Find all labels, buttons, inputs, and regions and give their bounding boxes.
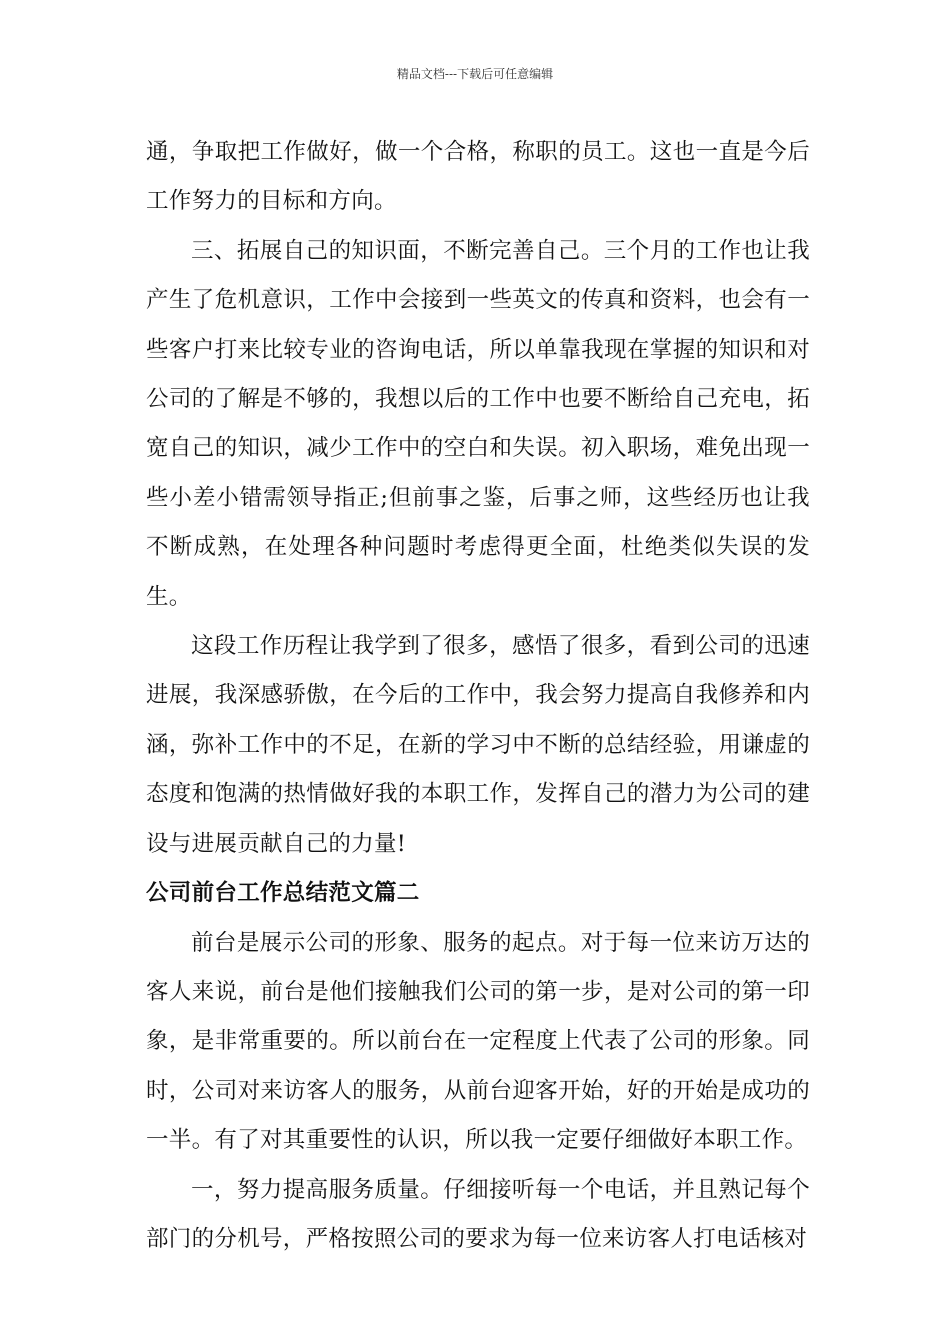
paragraph-work-experience: 这段工作历程让我学到了很多，感悟了很多，看到公司的迅速进展，我深感骄傲，在今后的工作中，我会努力提高自我修养和内涵，弥补工作中的不足，在新的学习中不断的总结经验，用谦虚的态度和饱满的热情做好我的本职工作，发挥自己的潜力为公司的建设与进展贡献自己的力量!: [146, 633, 810, 857]
paragraph-service-quality: 一，努力提高服务质量。仔细接听每一个电话，并且熟记每个部门的分机号，严格按照公司的要求为每一位来访客人打电话核对: [146, 1176, 810, 1252]
paragraph-continuation: 通，争取把工作做好，做一个合格，称职的员工。这也一直是今后工作努力的目标和方向。: [146, 139, 810, 215]
section-title: 公司前台工作总结范文篇二: [146, 880, 420, 907]
document-body: [146, 128, 810, 1264]
paragraph-front-desk-intro: 前台是展示公司的形象、服务的起点。对于每一位来访万达的客人来说，前台是他们接触我们公司的第一步，是对公司的第一印象，是非常重要的。所以前台在一定程度上代表了公司的形象。同时，公司对来访客人的服务，从前台迎客开始，好的开始是成功的一半。有了对其重要性的认识，所以我一定要仔细做好本职工作。: [146, 929, 810, 1154]
paragraph-expand-knowledge: 三、拓展自己的知识面，不断完善自己。三个月的工作也让我产生了危机意识，工作中会接到一些英文的传真和资料，也会有一些客户打来比较专业的咨询电话，所以单靠我现在掌握的知识和对公司的了解是不够的，我想以后的工作中也要不断给自己充电，拓宽自己的知识，减少工作中的空白和失误。初入职场，难免出现一些小差小错需领导指正;但前事之鉴，后事之师，这些经历也让我不断成熟，在处理各种问题时考虑得更全面，杜绝类似失误的发生。: [146, 237, 810, 610]
page-header: 精品文档---下载后可任意编辑: [396, 67, 554, 81]
